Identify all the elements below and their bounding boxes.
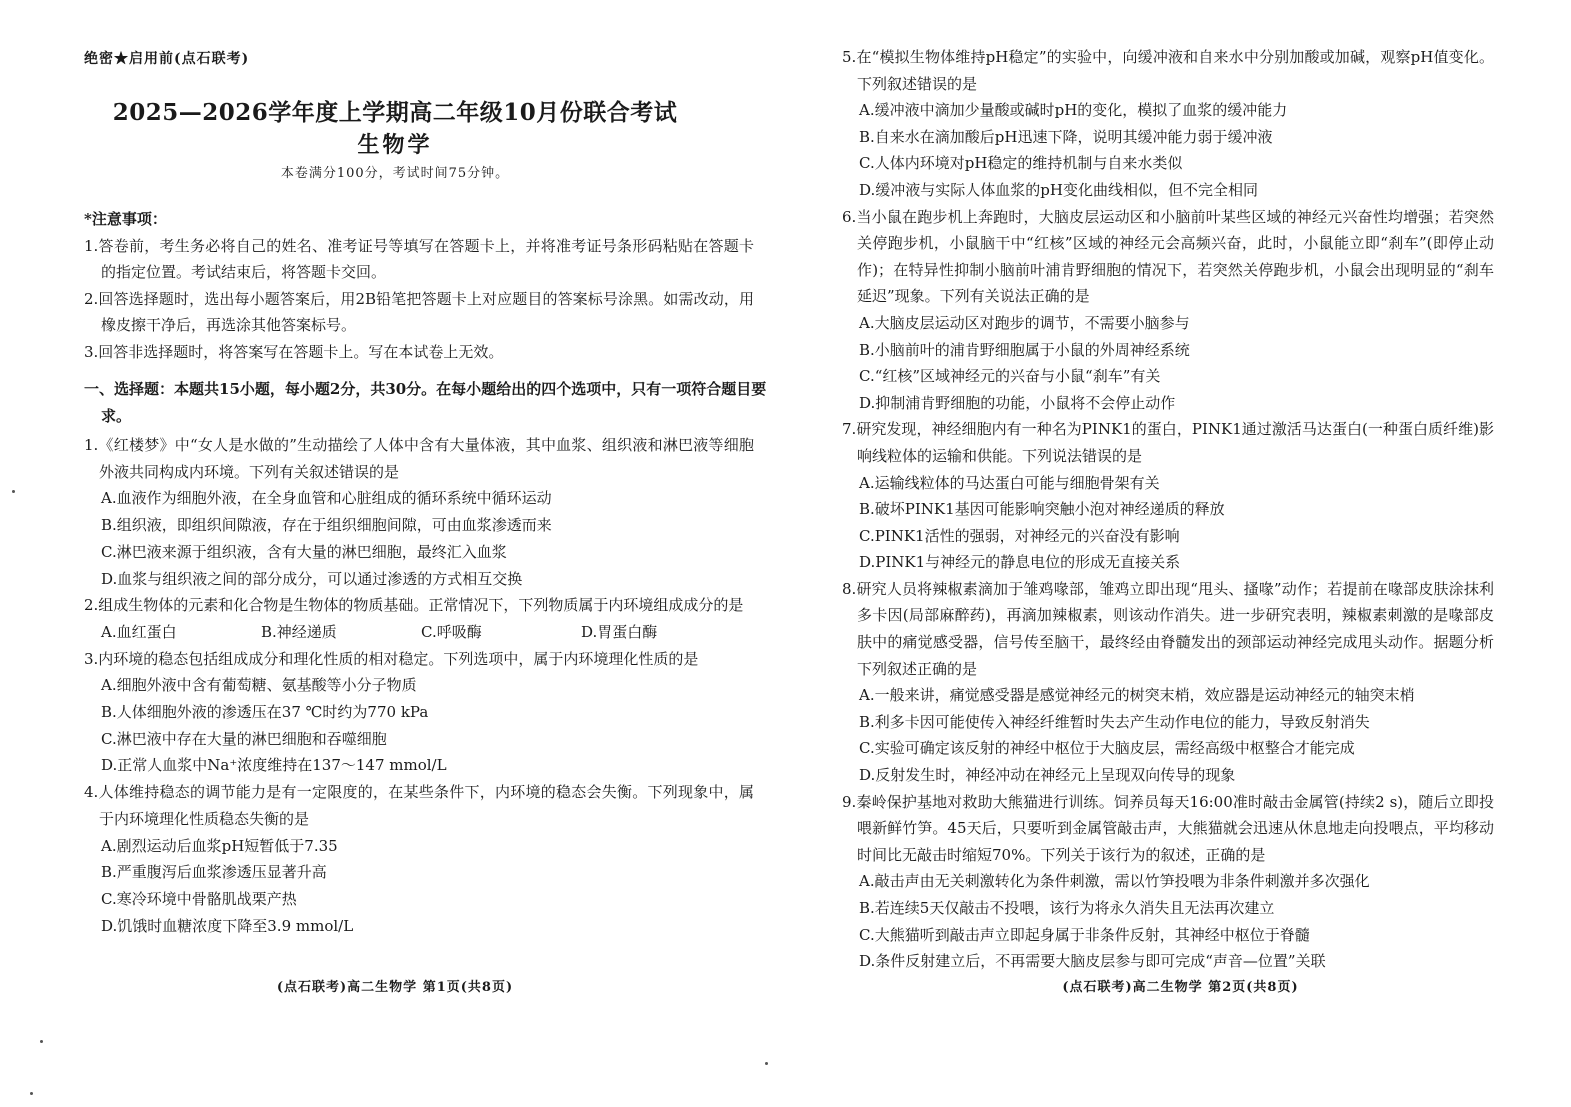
option-b: B.严重腹泻后血浆渗透压显著升高 — [101, 863, 327, 882]
option-d: D.正常人血浆中Na⁺浓度维持在137～147 mmol/L — [101, 756, 447, 775]
option-d: D.反射发生时，神经冲动在神经元上呈现双向传导的现象 — [859, 766, 1236, 785]
left-questions — [84, 432, 754, 939]
option-d: D.缓冲液与实际人体血浆的pH变化曲线相似，但不完全相同 — [859, 180, 1258, 199]
section-heading: 一、选择题：本题共15小题，每小题2分，共30分。在每小题给出的四个选项中，只有一项符合题目要求。 — [84, 380, 767, 425]
option-c: C.“红核”区域神经元的兴奋与小鼠“刹车”有关 — [859, 367, 1161, 386]
page-footer: (点石联考)高二生物学 第2页(共8页) — [1062, 980, 1299, 995]
right-page — [790, 0, 1571, 1107]
option-b: B.人体细胞外液的渗透压在37 ℃时约为770 kPa — [101, 703, 429, 722]
option-d: D.PINK1与神经元的静息电位的形成无直接关系 — [859, 553, 1181, 572]
question-6 — [842, 204, 1494, 417]
exam-subject: 生物学 — [357, 132, 433, 158]
question-stem: 7.研究发现，神经细胞内有一种名为PINK1的蛋白，PINK1通过激活马达蛋白(一种蛋白质纤维)影响线粒体的运输和供能。下列说法错误的是 — [842, 420, 1494, 465]
option-b: B.神经递质 — [261, 622, 337, 641]
option-a: A.缓冲液中滴加少量酸或碱时pH的变化，模拟了血浆的缓冲能力 — [859, 101, 1288, 120]
question-stem: 4.人体维持稳态的调节能力是有一定限度的，在某些条件下，内环境的稳态会失衡。下列现象中，属于内环境理化性质稳态失衡的是 — [84, 783, 754, 828]
option-a: A.一般来讲，痛觉感受器是感觉神经元的树突末梢，效应器是运动神经元的轴突末梢 — [859, 686, 1415, 705]
option-d: D.条件反射建立后，不再需要大脑皮层参与即可完成“声音—位置”关联 — [859, 952, 1326, 971]
question-stem: 2.组成生物体的元素和化合物是生物体的物质基础。正常情况下，下列物质属于内环境组成成分的是 — [84, 596, 744, 615]
option-d: D.血浆与组织液之间的部分成分，可以通过渗透的方式相互交换 — [101, 569, 523, 588]
scan-speck — [765, 1062, 768, 1065]
question-stem: 8.研究人员将辣椒素滴加于雏鸡喙部，雏鸡立即出现“甩头、搔喙”动作；若提前在喙部皮肤涂抹利多卡因(局部麻醉药)，再滴加辣椒素，则该动作消失。进一步研究表明，辣椒素刺激的是喙部皮肤中的痛觉感受器，信号传至脑干，最终经由脊髓发出的颈部运动神经完成甩头动作。据题分析下列叙述正确的是 — [842, 579, 1494, 678]
option-c: C.PINK1活性的强弱，对神经元的兴奋没有影响 — [859, 526, 1180, 545]
question-stem: 3.内环境的稳态包括组成成分和理化性质的相对稳定。下列选项中，属于内环境理化性质的是 — [84, 649, 699, 668]
question-4 — [84, 779, 754, 939]
option-c: C.人体内环境对pH稳定的维持机制与自来水类似 — [859, 154, 1183, 173]
option-b: B.利多卡因可能使传入神经纤维暂时失去产生动作电位的能力，导致反射消失 — [859, 712, 1370, 731]
question-stem: 6.当小鼠在跑步机上奔跑时，大脑皮层运动区和小脑前叶某些区域的神经元兴奋性均增强；若突然关停跑步机，小鼠脑干中“红核”区域的神经元会高频兴奋，此时，小鼠能立即“刹车”(即停止动作)；在特异性抑制小脑前叶浦肯野细胞的情况下，若突然关停跑步机，小鼠会出现明显的“刹车延迟”现象。下列有关说法正确的是 — [842, 207, 1494, 306]
inline-options — [84, 619, 754, 646]
option-c: C.淋巴液中存在大量的淋巴细胞和吞噬细胞 — [101, 729, 387, 748]
option-c: C.大熊猫听到敲击声立即起身属于非条件反射，其神经中枢位于脊髓 — [859, 925, 1310, 944]
question-7 — [842, 416, 1494, 576]
note-item: 3.回答非选择题时，将答案写在答题卡上。写在本试卷上无效。 — [84, 342, 504, 361]
right-questions — [842, 44, 1494, 975]
option-c: C.淋巴液来源于组织液，含有大量的淋巴细胞，最终汇入血浆 — [101, 542, 507, 561]
question-stem: 5.在“模拟生物体维持pH稳定”的实验中，向缓冲液和自来水中分别加酸或加碱，观察pH值变化。下列叙述错误的是 — [842, 48, 1494, 93]
question-stem: 1.《红楼梦》中“女人是水做的”生动描绘了人体中含有大量体液，其中血浆、组织液和淋巴液等细胞外液共同构成内环境。下列有关叙述错误的是 — [84, 436, 754, 481]
scan-speck — [12, 490, 15, 493]
question-2 — [84, 592, 754, 645]
secret-mark: 绝密★启用前(点石联考) — [84, 51, 250, 67]
option-c: C.寒冷环境中骨骼肌战栗产热 — [101, 889, 297, 908]
question-3 — [84, 646, 754, 780]
question-5 — [842, 44, 1494, 204]
option-d: D.胃蛋白酶 — [581, 622, 658, 641]
option-c: C.实验可确定该反射的神经中枢位于大脑皮层，需经高级中枢整合才能完成 — [859, 739, 1355, 758]
exam-title: 2025—2026学年度上学期高二年级10月份联合考试 — [112, 99, 678, 126]
page-footer: (点石联考)高二生物学 第1页(共8页) — [276, 980, 514, 995]
option-b: B.若连续5天仅敲击不投喂，该行为将永久消失且无法再次建立 — [859, 899, 1275, 917]
note-item: 2.回答选择题时，选出每小题答案后，用2B铅笔把答题卡上对应题目的答案标号涂黑。如需改动，用橡皮擦干净后，再选涂其他答案标号。 — [84, 289, 754, 335]
option-a: A.血液作为细胞外液，在全身血管和心脏组成的循环系统中循环运动 — [101, 489, 552, 508]
question-8 — [842, 576, 1494, 789]
option-a: A.血红蛋白 — [101, 622, 177, 641]
option-a: A.剧烈运动后血浆pH短暂低于7.35 — [101, 836, 338, 855]
exam-meta: 本卷满分100分，考试时间75分钟。 — [280, 166, 510, 181]
note-item: 1.答卷前，考生务必将自己的姓名、准考证号等填写在答题卡上，并将准考证号条形码粘贴在答题卡的指定位置。考试结束后，将答题卡交回。 — [84, 236, 754, 282]
option-a: A.敲击声由无关刺激转化为条件刺激，需以竹笋投喂为非条件刺激并多次强化 — [859, 872, 1370, 891]
option-a: A.运输线粒体的马达蛋白可能与细胞骨架有关 — [859, 473, 1160, 492]
option-a: A.大脑皮层运动区对跑步的调节，不需要小脑参与 — [859, 313, 1190, 332]
question-stem: 9.秦岭保护基地对救助大熊猫进行训练。饲养员每天16:00准时敲击金属管(持续2 s)，随后立即投喂新鲜竹笋。45天后，只要听到金属管敲击声，大熊猫就会迅速从休息地走向投喂点，平均移动时间比无敲击时缩短70%。下列关于该行为的叙述，正确的是 — [842, 792, 1494, 864]
option-b: B.组织液，即组织间隙液，存在于组织细胞间隙，可由血浆渗透而来 — [101, 516, 552, 535]
scan-speck — [30, 1092, 33, 1095]
option-b: B.小脑前叶的浦肯野细胞属于小鼠的外周神经系统 — [859, 340, 1190, 359]
option-b: B.自来水在滴加酸后pH迅速下降，说明其缓冲能力弱于缓冲液 — [859, 127, 1273, 146]
notes-block — [84, 206, 754, 366]
question-1 — [84, 432, 754, 592]
option-d: D.抑制浦肯野细胞的功能，小鼠将不会停止动作 — [859, 393, 1176, 412]
option-a: A.细胞外液中含有葡萄糖、氨基酸等小分子物质 — [101, 676, 417, 695]
notes-title: *注意事项： — [84, 210, 167, 228]
question-9 — [842, 789, 1494, 975]
scan-speck — [40, 1040, 43, 1043]
option-d: D.饥饿时血糖浓度下降至3.9 mmol/L — [101, 916, 354, 935]
option-c: C.呼吸酶 — [421, 622, 482, 641]
option-b: B.破坏PINK1基因可能影响突触小泡对神经递质的释放 — [859, 500, 1225, 519]
